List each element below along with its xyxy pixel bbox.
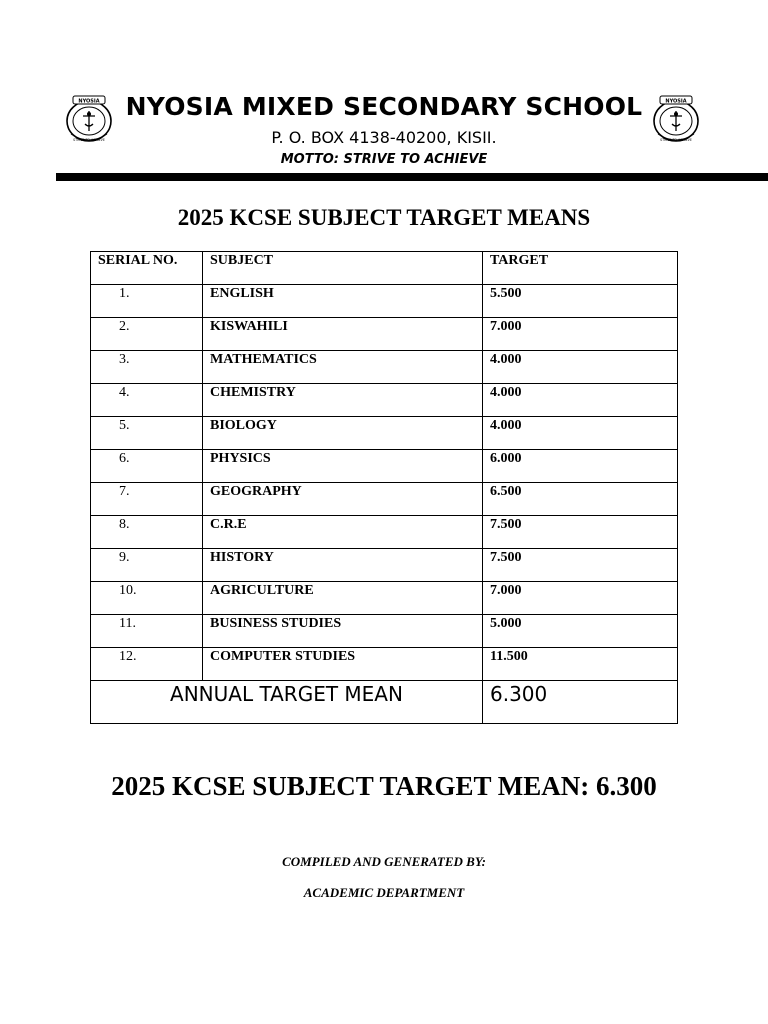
target-cell: 7.000 [483, 582, 678, 615]
subject-cell: CHEMISTRY [203, 384, 483, 417]
column-header-serial: SERIAL NO. [91, 252, 203, 285]
school-address: P. O. BOX 4138-40200, KISII. [271, 128, 497, 147]
table-row [91, 384, 678, 417]
subject-cell: BUSINESS STUDIES [203, 615, 483, 648]
serial-cell: 10. [91, 582, 203, 615]
school-motto: MOTTO: STRIVE TO ACHIEVE [280, 152, 488, 167]
target-cell: 4.000 [483, 417, 678, 450]
table-row [91, 450, 678, 483]
crest-motto-text: STRIVE TO ACHIEVE [660, 138, 692, 142]
serial-cell: 12. [91, 648, 203, 681]
target-cell: 11.500 [483, 648, 678, 681]
annual-target-value: 6.300 [483, 681, 678, 724]
school-name: NYOSIA MIXED SECONDARY SCHOOL [125, 92, 643, 121]
annual-target-label: ANNUAL TARGET MEAN [91, 681, 483, 724]
table-row [91, 285, 678, 318]
compiled-by-label: COMPILED AND GENERATED BY: [282, 854, 486, 869]
subject-cell: PHYSICS [203, 450, 483, 483]
target-cell: 4.000 [483, 351, 678, 384]
serial-cell: 5. [91, 417, 203, 450]
table-row [91, 615, 678, 648]
column-header-subject: SUBJECT [203, 252, 483, 285]
annual-target-row [91, 681, 678, 724]
table-row [91, 417, 678, 450]
overall-target-mean: 2025 KCSE SUBJECT TARGET MEAN: 6.300 [111, 771, 657, 801]
table-row [91, 648, 678, 681]
serial-cell: 7. [91, 483, 203, 516]
serial-cell: 4. [91, 384, 203, 417]
target-cell: 6.500 [483, 483, 678, 516]
serial-cell: 3. [91, 351, 203, 384]
department-name: ACADEMIC DEPARTMENT [303, 885, 465, 900]
serial-cell: 9. [91, 549, 203, 582]
table-row [91, 483, 678, 516]
subject-cell: KISWAHILI [203, 318, 483, 351]
subject-cell: C.R.E [203, 516, 483, 549]
target-cell: 5.000 [483, 615, 678, 648]
header-divider [56, 173, 768, 181]
target-cell: 7.000 [483, 318, 678, 351]
subject-targets-table [90, 251, 678, 724]
column-header-target: TARGET [483, 252, 678, 285]
table-row [91, 516, 678, 549]
subject-cell: ENGLISH [203, 285, 483, 318]
subject-cell: MATHEMATICS [203, 351, 483, 384]
crest-motto-text: STRIVE TO ACHIEVE [73, 138, 105, 142]
target-cell: 7.500 [483, 516, 678, 549]
table-row [91, 351, 678, 384]
table-row [91, 549, 678, 582]
serial-cell: 11. [91, 615, 203, 648]
target-cell: 6.000 [483, 450, 678, 483]
target-cell: 4.000 [483, 384, 678, 417]
serial-cell: 2. [91, 318, 203, 351]
subject-cell: BIOLOGY [203, 417, 483, 450]
subject-cell: AGRICULTURE [203, 582, 483, 615]
document-title: 2025 KCSE SUBJECT TARGET MEANS [177, 205, 591, 230]
target-cell: 5.500 [483, 285, 678, 318]
subject-cell: COMPUTER STUDIES [203, 648, 483, 681]
crest-name-text: NYOSIA [665, 98, 687, 105]
serial-cell: 8. [91, 516, 203, 549]
subject-cell: HISTORY [203, 549, 483, 582]
crest-name-text: NYOSIA [78, 98, 100, 105]
serial-cell: 6. [91, 450, 203, 483]
table-header-row [91, 252, 678, 285]
subject-cell: GEOGRAPHY [203, 483, 483, 516]
table-row [91, 582, 678, 615]
table-row [91, 318, 678, 351]
target-cell: 7.500 [483, 549, 678, 582]
serial-cell: 1. [91, 285, 203, 318]
